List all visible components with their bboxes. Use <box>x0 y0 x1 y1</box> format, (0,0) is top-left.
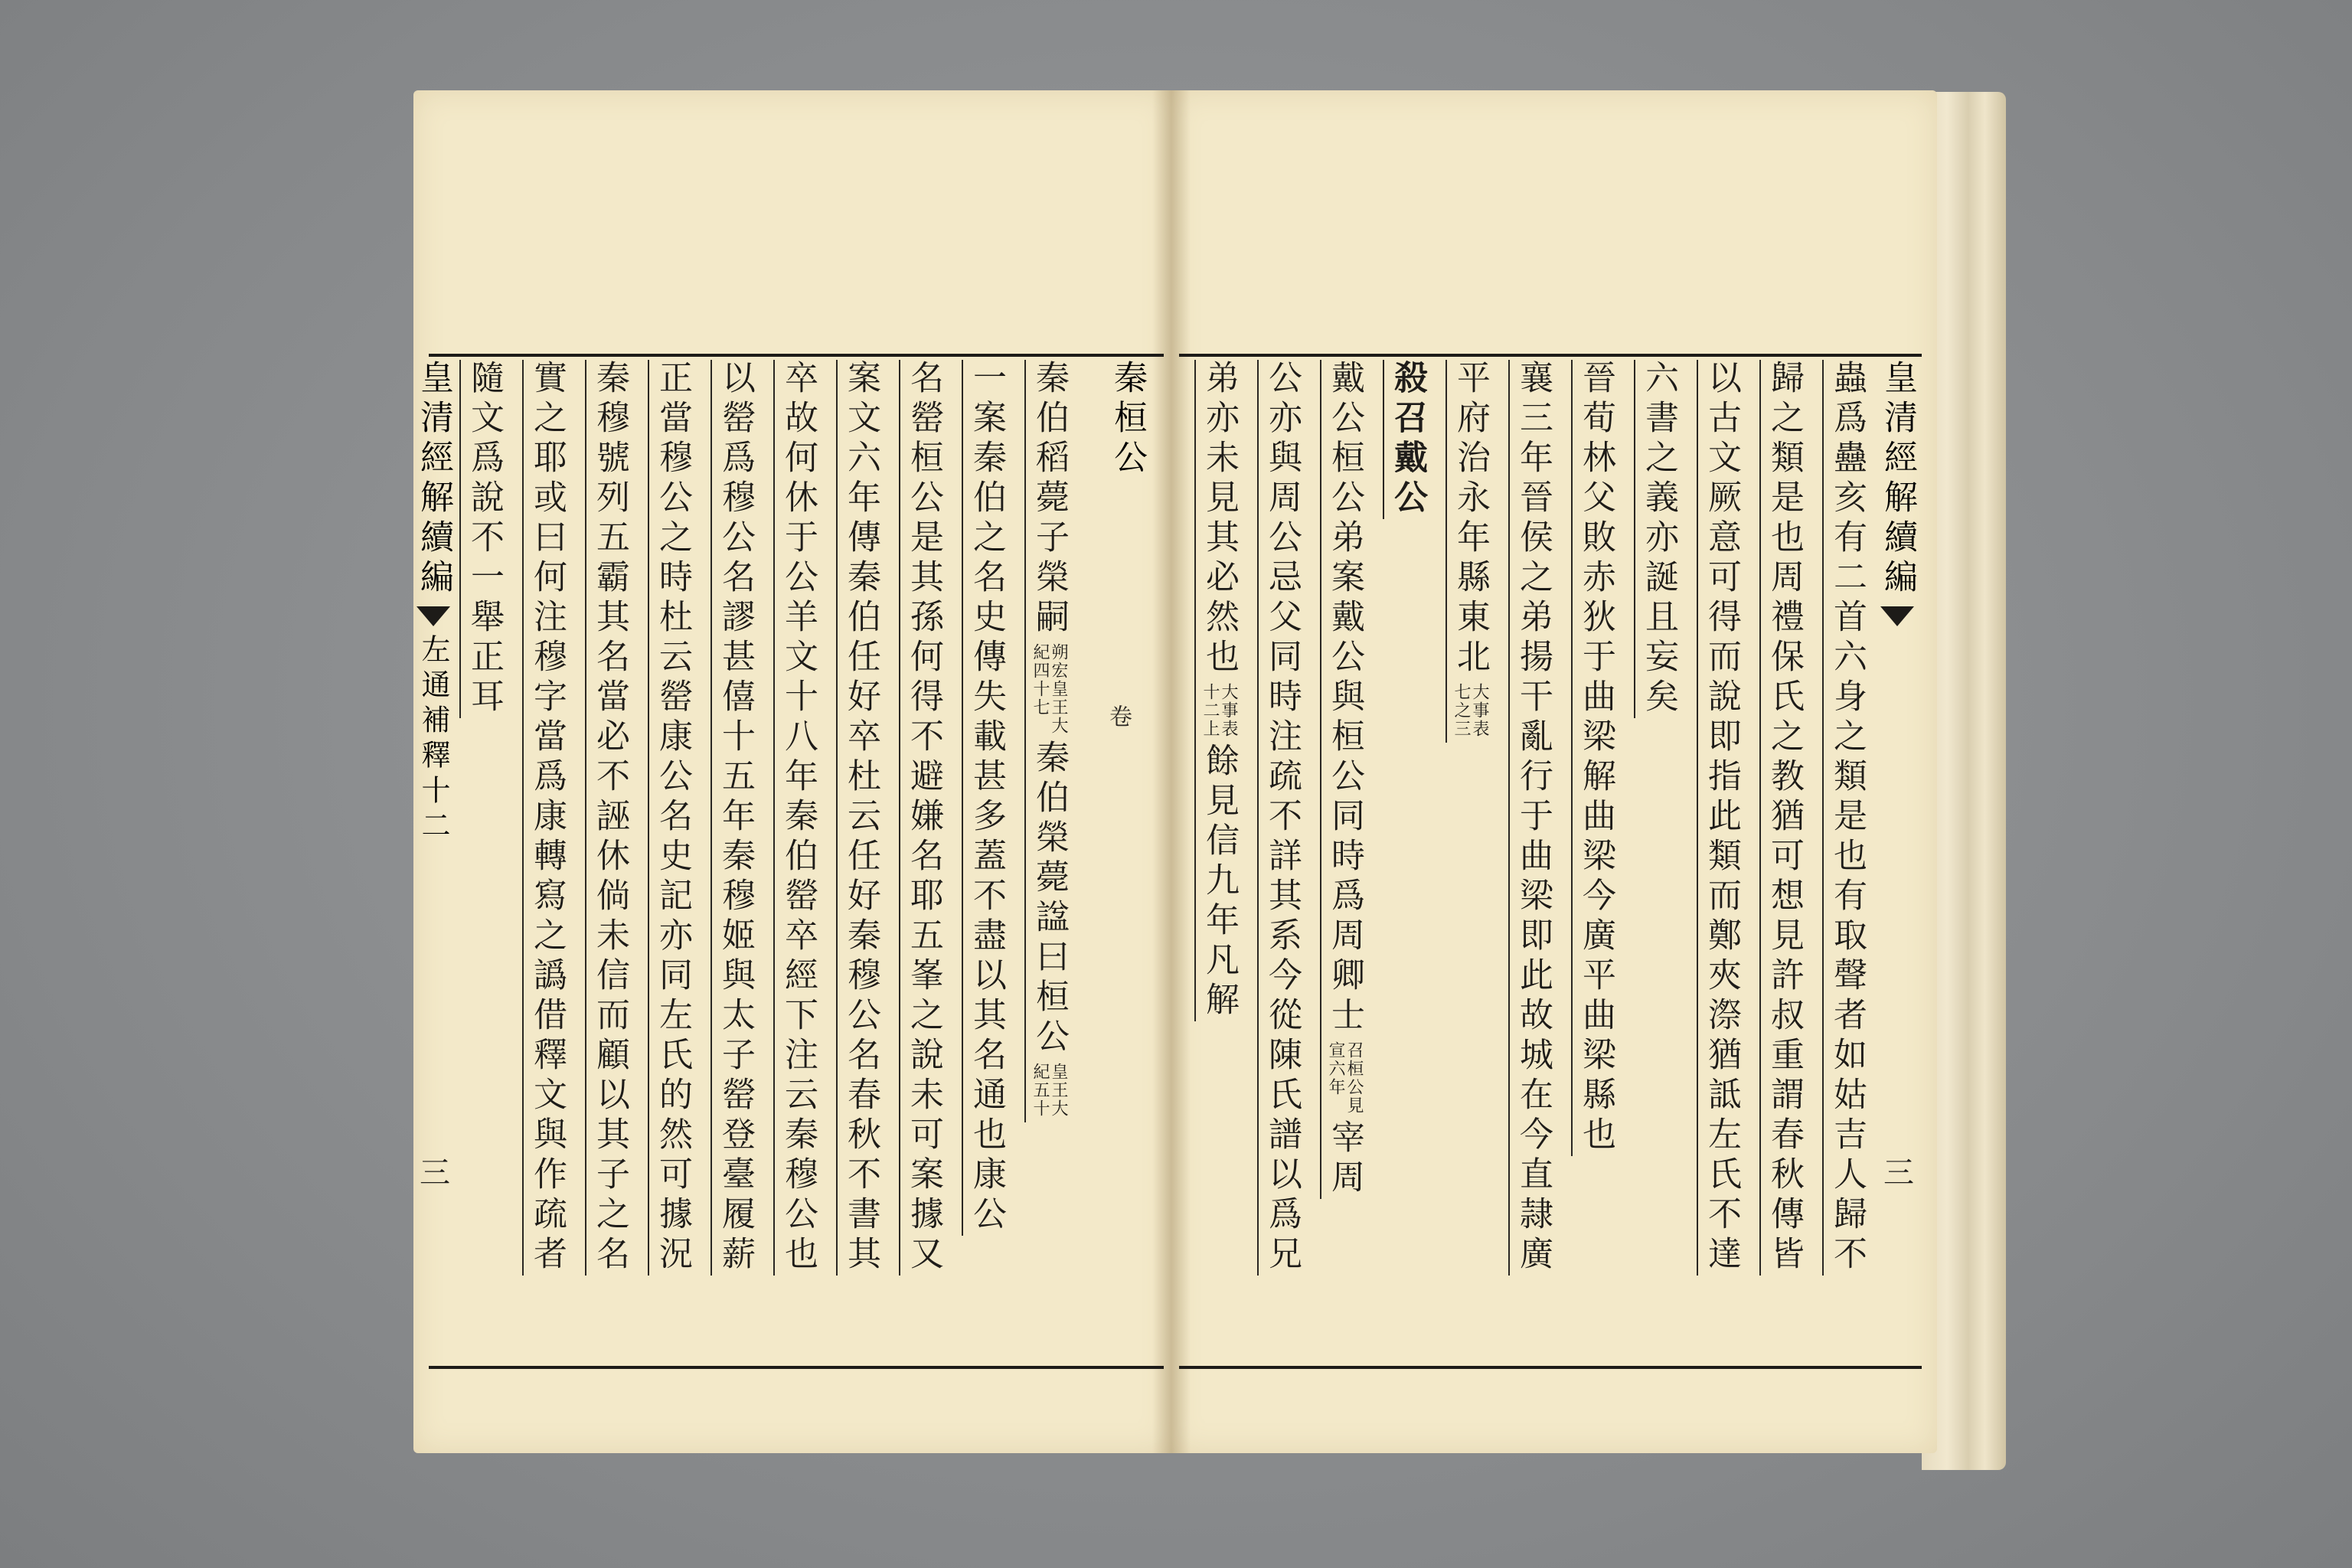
note-text: 召桓公見 <box>1344 1041 1364 1115</box>
text-column <box>773 360 821 1276</box>
note-text: 大事表 <box>1470 683 1489 738</box>
center-heading-block <box>1102 360 1164 1355</box>
text-column <box>459 360 507 718</box>
column-text: 襄三年晉侯之弟揚干亂行于曲梁即此故城在今直隷廣 <box>1514 360 1553 1276</box>
interlinear-note <box>1031 643 1067 735</box>
text-column <box>1634 360 1681 718</box>
note-text: 十二上 <box>1200 683 1220 738</box>
column-text: 宰周 <box>1325 1119 1364 1199</box>
right-margin-title: 皇清經解續編 <box>1878 360 1917 599</box>
column-text: 秦伯稻薨子榮嗣 <box>1030 360 1069 639</box>
text-column <box>1822 360 1870 1276</box>
column-text: 以古文厥意可得而說即指此類而鄭夾漈猶詆左氏不達 <box>1702 360 1741 1276</box>
text-column <box>1759 360 1807 1276</box>
note-text: 紀四十七 <box>1031 643 1050 717</box>
text-column <box>1446 360 1493 743</box>
left-page-number: 三 <box>420 1155 450 1191</box>
column-text: 一案秦伯之名史傳失載甚多蓋不盡以其名通也康公 <box>967 360 1006 1236</box>
column-text: 案文六年傳秦伯任好卒杜云任好秦穆公名春秋不書其 <box>841 360 880 1276</box>
note-text: 宣六年 <box>1326 1041 1345 1096</box>
column-text: 卒故何休于公羊文十八年秦伯罃卒經下注云秦穆公也 <box>779 360 818 1276</box>
column-text: 殺召戴公 <box>1388 360 1427 519</box>
text-column <box>648 360 695 1276</box>
fishtail-mark <box>416 606 450 626</box>
center-heading: 秦桓公 <box>1108 360 1147 479</box>
text-column <box>1508 360 1556 1276</box>
text-column <box>1697 360 1744 1276</box>
text-column <box>1571 360 1619 1156</box>
text-column <box>836 360 884 1276</box>
text-column <box>585 360 632 1276</box>
text-column <box>1320 360 1367 1199</box>
text-column <box>1257 360 1305 1276</box>
column-text: 弟亦未見其必然也 <box>1200 360 1239 678</box>
column-text: 六書之義亦誕且妄矣 <box>1639 360 1678 718</box>
column-text: 晉荀林父敗赤狄于曲梁解曲梁今廣平曲梁縣也 <box>1576 360 1615 1156</box>
note-text: 皇王大 <box>1049 1063 1068 1118</box>
text-column <box>962 360 1009 1236</box>
column-text: 實之耶或曰何注穆字當爲康轉寫之譌借釋文與作疏者 <box>528 360 567 1276</box>
note-text: 七之三 <box>1452 683 1471 738</box>
column-text: 正當穆公之時杜云罃康公名史記亦同左氏的然可據況 <box>653 360 692 1276</box>
interlinear-note <box>1031 1063 1067 1118</box>
left-margin-title-block <box>413 360 453 845</box>
note-text: 朔宏皇王大 <box>1049 643 1068 735</box>
text-column <box>1383 360 1430 519</box>
text-column <box>899 360 946 1276</box>
left-margin-title: 皇清經解續編 <box>414 360 453 599</box>
interlinear-note <box>1327 1041 1362 1115</box>
text-column <box>1194 360 1242 1021</box>
center-mark: 卷 <box>1105 704 1132 733</box>
column-text: 平府治永年縣東北 <box>1451 360 1490 678</box>
left-margin-subtitle: 左通補釋十二 <box>416 634 450 845</box>
column-text: 秦伯榮薨諡曰桓公 <box>1030 740 1069 1058</box>
column-text: 公亦與周公忌父同時注疏不詳其系今從陳氏譜以爲兄 <box>1263 360 1302 1276</box>
column-text: 歸之類是也周禮保氏之教猶可想見許叔重謂春秋傳皆 <box>1765 360 1804 1276</box>
column-text: 秦穆號列五霸其名當必不誣休倘未信而顧以其子之名 <box>590 360 629 1276</box>
column-text: 餘見信九年凡解 <box>1200 743 1239 1021</box>
column-text: 戴公桓公弟案戴公與桓公同時爲周卿士 <box>1325 360 1364 1037</box>
right-margin-title-block <box>1877 360 1917 634</box>
interlinear-note <box>1201 683 1236 738</box>
text-column <box>710 360 758 1276</box>
column-text: 蟲爲蠱亥有二首六身之類是也有取聲者如姑吉人歸不 <box>1828 360 1867 1276</box>
fishtail-mark <box>1880 606 1914 626</box>
text-column <box>522 360 570 1276</box>
note-text: 大事表 <box>1219 683 1238 738</box>
text-column <box>1024 360 1072 1122</box>
note-text: 紀五十 <box>1031 1063 1050 1118</box>
right-page-number: 三 <box>1883 1155 1914 1191</box>
column-text: 以罃爲穆公名謬甚僖十五年秦穆姬與太子罃登臺履薪 <box>716 360 755 1276</box>
interlinear-note <box>1452 683 1488 738</box>
column-text: 名罃桓公是其孫何得不避嫌名耶五峯之說未可案據又 <box>904 360 943 1276</box>
column-text: 隨文爲說不一舉正耳 <box>465 360 504 718</box>
